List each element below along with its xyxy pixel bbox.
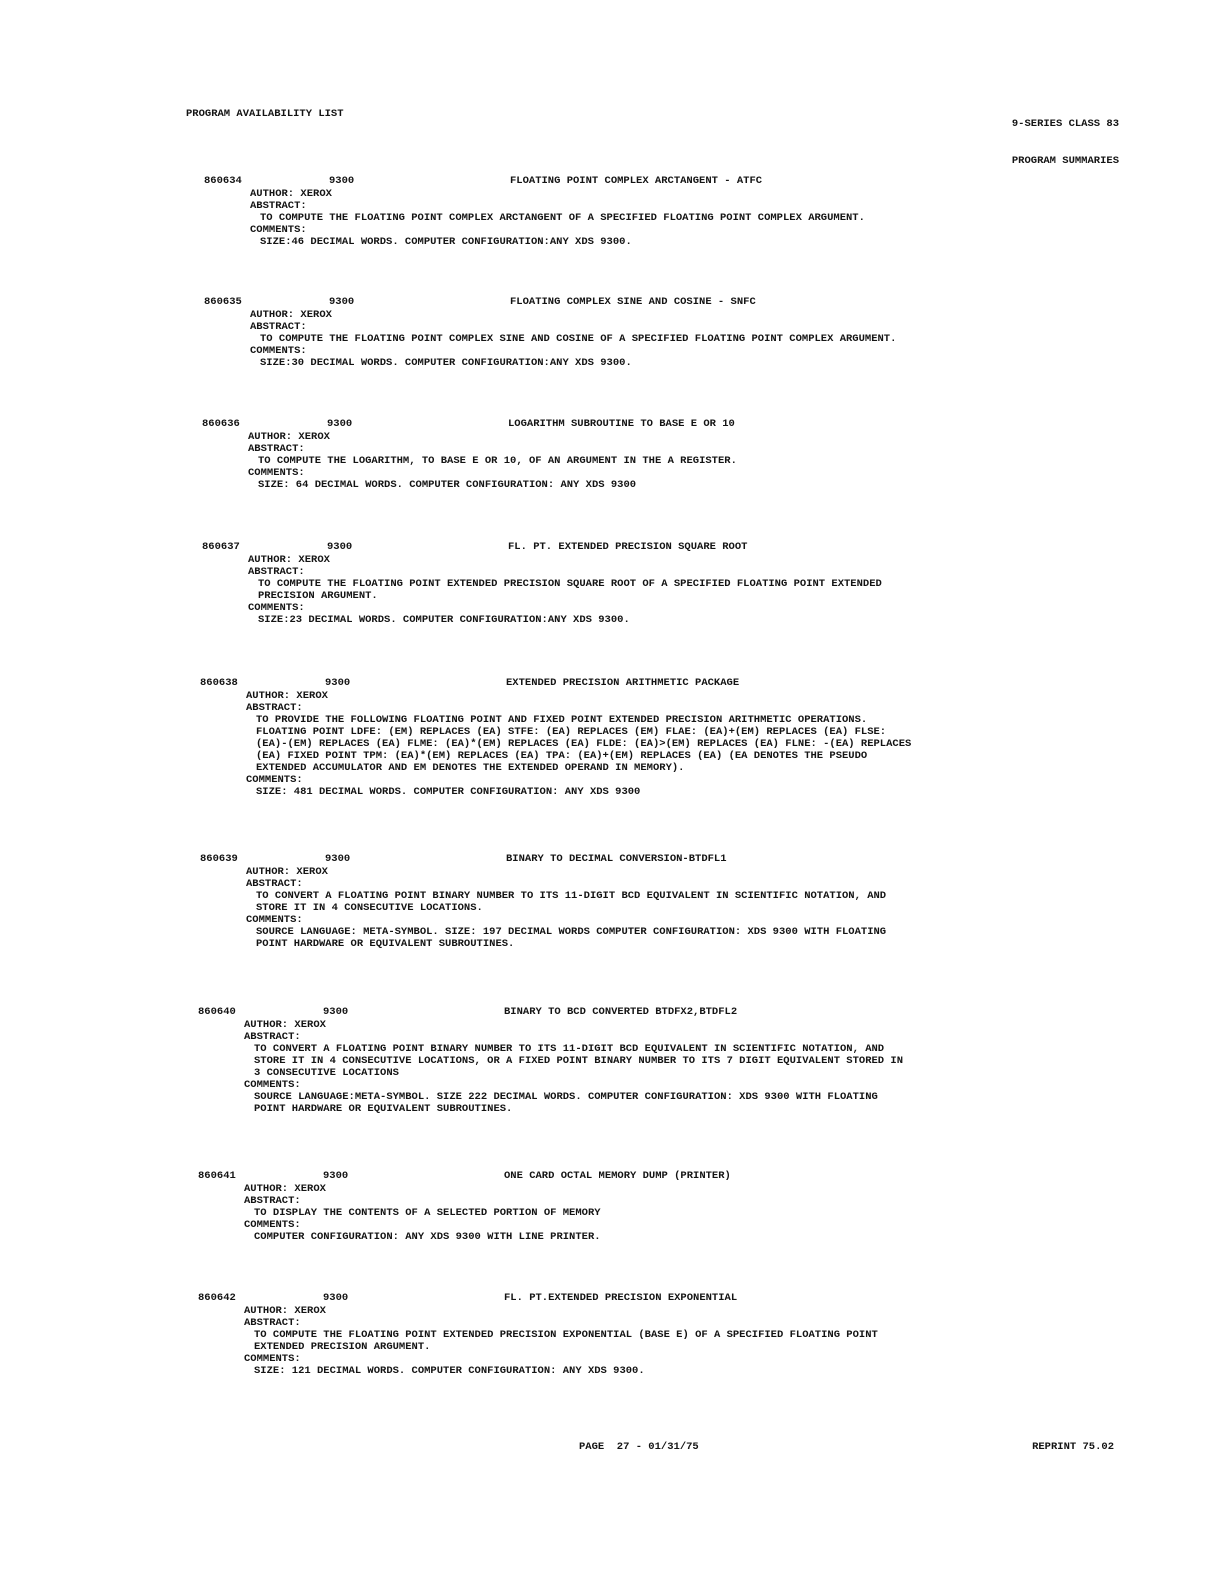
- program-title: FL. PT. EXTENDED PRECISION SQUARE ROOT: [508, 541, 748, 553]
- comment-line: POINT HARDWARE OR EQUIVALENT SUBROUTINES.: [256, 938, 515, 950]
- program-system: 9300: [329, 175, 355, 187]
- program-system: 9300: [323, 1006, 349, 1018]
- comments-text: [202, 614, 1132, 626]
- abstract-line: EXTENDED ACCUMULATOR AND EM DENOTES THE EXTENDED OPERAND IN MEMORY).: [256, 762, 685, 774]
- program-title: BINARY TO BCD CONVERTED BTDFX2,BTDFL2: [504, 1006, 738, 1018]
- abstract-line: TO COMPUTE THE FLOATING POINT EXTENDED PRECISION SQUARE ROOT OF A SPECIFIED FLOATING POINT EXTENDED: [258, 578, 882, 590]
- abstract-label: ABSTRACT:: [250, 200, 307, 212]
- program-title: FL. PT.EXTENDED PRECISION EXPONENTIAL: [504, 1292, 738, 1304]
- abstract-line: TO PROVIDE THE FOLLOWING FLOATING POINT AND FIXED POINT EXTENDED PRECISION ARITHMETIC OPERATIONS.: [256, 714, 868, 726]
- author-value: XEROX: [296, 690, 328, 702]
- abstract-line: TO COMPUTE THE LOGARITHM, TO BASE E OR 10, OF AN ARGUMENT IN THE A REGISTER.: [258, 455, 737, 467]
- program-number: 860641: [198, 1170, 236, 1182]
- program-system: 9300: [327, 541, 353, 553]
- author-line: [200, 690, 1130, 702]
- comments-text: [198, 1365, 1128, 1377]
- author-label: AUTHOR:: [248, 431, 293, 443]
- program-title: FLOATING COMPLEX SINE AND COSINE - SNFC: [510, 296, 756, 308]
- comment-line: SOURCE LANGUAGE: META-SYMBOL. SIZE: 197 DECIMAL WORDS COMPUTER CONFIGURATION: XDS 9300 WITH FLOATING: [256, 926, 887, 938]
- comment-line: SOURCE LANGUAGE:META-SYMBOL. SIZE 222 DECIMAL WORDS. COMPUTER CONFIGURATION: XDS 9300 WITH FLOATING: [254, 1091, 878, 1103]
- abstract-line: TO COMPUTE THE FLOATING POINT EXTENDED PRECISION EXPONENTIAL (BASE E) OF A SPECIFIED FLOATING POINT: [254, 1329, 878, 1341]
- comments-text: [198, 1231, 1128, 1243]
- entry-header: [198, 1292, 1128, 1305]
- author-value: XEROX: [300, 188, 332, 200]
- abstract-label: ABSTRACT:: [246, 702, 303, 714]
- program-entry: [200, 677, 1130, 798]
- abstract-text: [200, 714, 1130, 774]
- abstract-label: ABSTRACT:: [248, 566, 305, 578]
- abstract-label: ABSTRACT:: [244, 1195, 301, 1207]
- program-number: 860639: [200, 853, 238, 865]
- abstract-line: TO COMPUTE THE FLOATING POINT COMPLEX SINE AND COSINE OF A SPECIFIED FLOATING POINT COMPLEX ARGUMENT.: [260, 333, 897, 345]
- abstract-label: ABSTRACT:: [248, 443, 305, 455]
- header-summaries: PROGRAM SUMMARIES: [1011, 155, 1119, 167]
- program-title: ONE CARD OCTAL MEMORY DUMP (PRINTER): [504, 1170, 731, 1182]
- entry-header: [200, 677, 1130, 690]
- abstract-label: ABSTRACT:: [244, 1317, 301, 1329]
- program-title: LOGARITHM SUBROUTINE TO BASE E OR 10: [508, 418, 735, 430]
- comments-text: [198, 1091, 1128, 1115]
- author-value: XEROX: [298, 554, 330, 566]
- program-number: 860637: [202, 541, 240, 553]
- author-label: AUTHOR:: [246, 690, 291, 702]
- comments-text: [200, 926, 1130, 950]
- program-number: 860642: [198, 1292, 236, 1304]
- entry-header: [202, 541, 1132, 554]
- author-line: [200, 866, 1130, 878]
- comments-label: COMMENTS:: [244, 1353, 301, 1365]
- comments-label: COMMENTS:: [250, 345, 307, 357]
- abstract-line: TO DISPLAY THE CONTENTS OF A SELECTED PORTION OF MEMORY: [254, 1207, 601, 1219]
- author-line: [202, 554, 1132, 566]
- author-label: AUTHOR:: [244, 1183, 289, 1195]
- abstract-label: ABSTRACT:: [244, 1031, 301, 1043]
- header-series: 9-SERIES CLASS 83: [1011, 118, 1119, 130]
- program-entry: [204, 175, 1134, 248]
- abstract-text: [198, 1043, 1128, 1079]
- comment-line: POINT HARDWARE OR EQUIVALENT SUBROUTINES.: [254, 1103, 513, 1115]
- author-line: [202, 431, 1132, 443]
- comments-text: [204, 236, 1134, 248]
- comments-label: COMMENTS:: [244, 1079, 301, 1091]
- comments-text: [204, 357, 1134, 369]
- author-line: [198, 1183, 1128, 1195]
- author-line: [198, 1305, 1128, 1317]
- abstract-line: STORE IT IN 4 CONSECUTIVE LOCATIONS, OR A FIXED POINT BINARY NUMBER TO ITS 7 DIGIT EQUIVALENT STORED IN: [254, 1055, 904, 1067]
- abstract-line: TO CONVERT A FLOATING POINT BINARY NUMBER TO ITS 11-DIGIT BCD EQUIVALENT IN SCIENTIFIC NOTATION, AND: [256, 890, 887, 902]
- header-right: [1012, 94, 1119, 180]
- comment-line: SIZE: 64 DECIMAL WORDS. COMPUTER CONFIGURATION: ANY XDS 9300: [258, 479, 637, 491]
- comments-label: COMMENTS:: [244, 1219, 301, 1231]
- abstract-line: 3 CONSECUTIVE LOCATIONS: [254, 1067, 399, 1079]
- author-label: AUTHOR:: [248, 554, 293, 566]
- program-system: 9300: [327, 418, 353, 430]
- program-entry: [204, 296, 1134, 369]
- comment-line: SIZE: 481 DECIMAL WORDS. COMPUTER CONFIGURATION: ANY XDS 9300: [256, 786, 641, 798]
- program-title: EXTENDED PRECISION ARITHMETIC PACKAGE: [506, 677, 740, 689]
- comments-text: [202, 479, 1132, 491]
- abstract-text: [204, 333, 1134, 345]
- entry-header: [204, 296, 1134, 309]
- abstract-line: (EA)-(EM) REPLACES (EA) FLME: (EA)*(EM) REPLACES (EA) FLDE: (EA)>(EM) REPLACES (EA) FLNE: -(EA) REPLACES: [256, 738, 912, 750]
- author-label: AUTHOR:: [246, 866, 291, 878]
- entry-header: [198, 1006, 1128, 1019]
- program-number: 860634: [204, 175, 242, 187]
- abstract-label: ABSTRACT:: [246, 878, 303, 890]
- program-number: 860638: [200, 677, 238, 689]
- comments-label: COMMENTS:: [248, 602, 305, 614]
- author-value: XEROX: [296, 866, 328, 878]
- program-title: BINARY TO DECIMAL CONVERSION-BTDFL1: [506, 853, 727, 865]
- abstract-line: STORE IT IN 4 CONSECUTIVE LOCATIONS.: [256, 902, 483, 914]
- abstract-line: TO COMPUTE THE FLOATING POINT COMPLEX ARCTANGENT OF A SPECIFIED FLOATING POINT COMPLEX ARGUMENT.: [260, 212, 865, 224]
- program-system: 9300: [323, 1292, 349, 1304]
- comments-label: COMMENTS:: [246, 914, 303, 926]
- entry-header: [202, 418, 1132, 431]
- abstract-line: (EA) FIXED POINT TPM: (EA)*(EM) REPLACES (EA) TPA: (EA)+(EM) REPLACES (EA) (EA DENOTES THE PSEUDO: [256, 750, 868, 762]
- program-title: FLOATING POINT COMPLEX ARCTANGENT - ATFC: [510, 175, 763, 187]
- author-label: AUTHOR:: [250, 188, 295, 200]
- author-value: XEROX: [298, 431, 330, 443]
- entry-header: [204, 175, 1134, 188]
- abstract-text: [204, 212, 1134, 224]
- program-system: 9300: [325, 677, 351, 689]
- comment-line: SIZE:23 DECIMAL WORDS. COMPUTER CONFIGURATION:ANY XDS 9300.: [258, 614, 630, 626]
- abstract-line: FLOATING POINT LDFE: (EM) REPLACES (EA) STFE: (EA) REPLACES (EM) FLAE: (EA)+(EM) REPLACES (EA) FLSE:: [256, 726, 887, 738]
- program-entry: [202, 418, 1132, 491]
- comment-line: SIZE:46 DECIMAL WORDS. COMPUTER CONFIGURATION:ANY XDS 9300.: [260, 236, 632, 248]
- author-value: XEROX: [300, 309, 332, 321]
- header-left-title: PROGRAM AVAILABILITY LIST: [186, 108, 344, 120]
- author-label: AUTHOR:: [244, 1305, 289, 1317]
- abstract-label: ABSTRACT:: [250, 321, 307, 333]
- program-entry: [198, 1006, 1128, 1115]
- comment-line: SIZE:30 DECIMAL WORDS. COMPUTER CONFIGURATION:ANY XDS 9300.: [260, 357, 632, 369]
- author-line: [198, 1019, 1128, 1031]
- program-number: 860636: [202, 418, 240, 430]
- program-number: 860640: [198, 1006, 236, 1018]
- author-line: [204, 188, 1134, 200]
- author-value: XEROX: [294, 1183, 326, 1195]
- entry-header: [198, 1170, 1128, 1183]
- abstract-text: [202, 578, 1132, 602]
- abstract-text: [198, 1207, 1128, 1219]
- program-entry: [202, 541, 1132, 626]
- comments-text: [200, 786, 1130, 798]
- abstract-line: EXTENDED PRECISION ARGUMENT.: [254, 1341, 431, 1353]
- abstract-text: [202, 455, 1132, 467]
- abstract-text: [198, 1329, 1128, 1353]
- abstract-text: [200, 890, 1130, 914]
- comments-label: COMMENTS:: [246, 774, 303, 786]
- program-number: 860635: [204, 296, 242, 308]
- page-number: PAGE 27 - 01/31/75: [579, 1441, 699, 1453]
- entry-header: [200, 853, 1130, 866]
- program-system: 9300: [323, 1170, 349, 1182]
- author-value: XEROX: [294, 1019, 326, 1031]
- program-system: 9300: [325, 853, 351, 865]
- program-entry: [198, 1170, 1128, 1243]
- abstract-line: PRECISION ARGUMENT.: [258, 590, 378, 602]
- comment-line: COMPUTER CONFIGURATION: ANY XDS 9300 WITH LINE PRINTER.: [254, 1231, 601, 1243]
- author-label: AUTHOR:: [250, 309, 295, 321]
- comments-label: COMMENTS:: [248, 467, 305, 479]
- author-value: XEROX: [294, 1305, 326, 1317]
- abstract-line: TO CONVERT A FLOATING POINT BINARY NUMBER TO ITS 11-DIGIT BCD EQUIVALENT IN SCIENTIFIC NOTATION, AND: [254, 1043, 885, 1055]
- comment-line: SIZE: 121 DECIMAL WORDS. COMPUTER CONFIGURATION: ANY XDS 9300.: [254, 1365, 645, 1377]
- author-line: [204, 309, 1134, 321]
- program-entry: [200, 853, 1130, 950]
- program-entry: [198, 1292, 1128, 1377]
- author-label: AUTHOR:: [244, 1019, 289, 1031]
- comments-label: COMMENTS:: [250, 224, 307, 236]
- reprint-label: REPRINT 75.02: [1032, 1441, 1114, 1453]
- program-system: 9300: [329, 296, 355, 308]
